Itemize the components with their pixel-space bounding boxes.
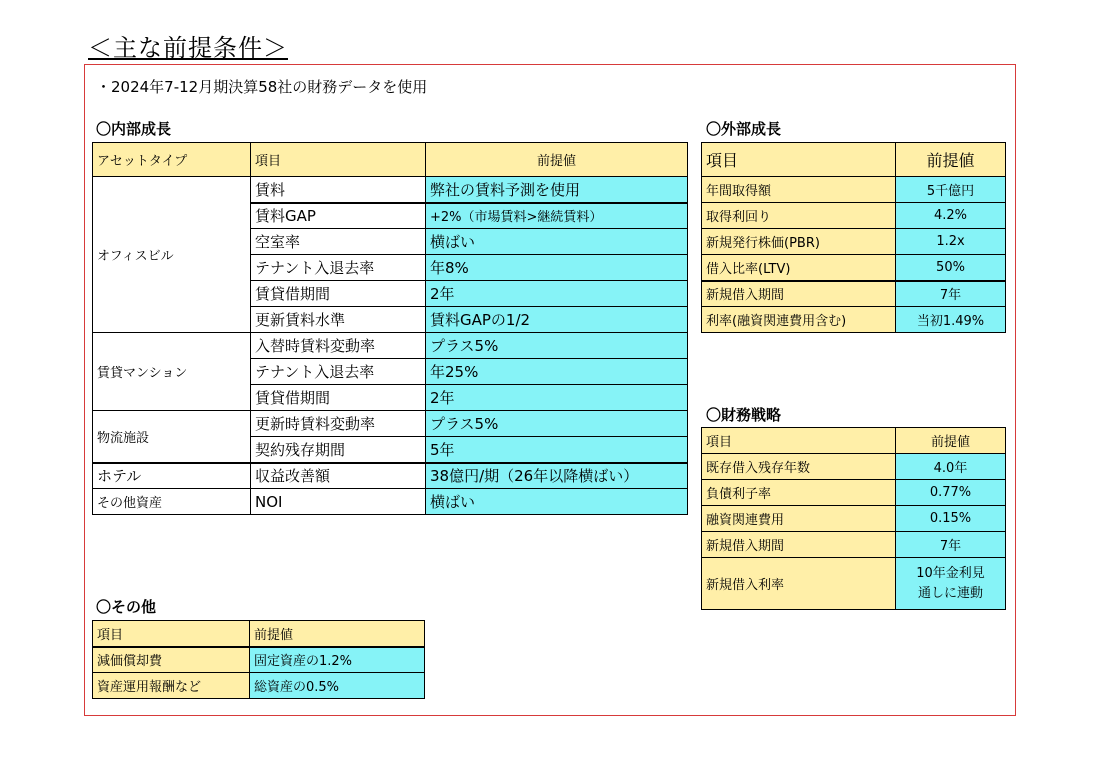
- header-item: 項目: [702, 143, 896, 177]
- item-cell: 融資関連費用: [702, 506, 896, 532]
- value-cell: 1.2x: [896, 229, 1006, 255]
- financial-strategy-table: [701, 427, 1006, 610]
- item-cell: 空室率: [251, 229, 426, 255]
- financial-strategy-heading: 〇財務戦略: [706, 406, 782, 424]
- other-heading: 〇その他: [96, 598, 157, 616]
- value-cell: 0.77%: [896, 480, 1006, 506]
- header-asset-type: アセットタイプ: [93, 143, 251, 177]
- value-cell: 横ばい: [426, 229, 688, 255]
- item-cell: テナント入退去率: [251, 359, 426, 385]
- item-cell: 更新賃料水準: [251, 307, 426, 333]
- value-cell: 弊社の賃料予測を使用: [426, 177, 688, 203]
- value-cell: 2年: [426, 385, 688, 411]
- data-source-note: ・2024年7-12月期決算58社の財務データを使用: [96, 78, 428, 96]
- value-cell: 50%: [896, 255, 1006, 281]
- asset-type-residential: 賃貸マンション: [93, 333, 251, 411]
- value-cell: 7年: [896, 532, 1006, 558]
- value-cell: 賃料GAPの1/2: [426, 307, 688, 333]
- value-cell: 5千億円: [896, 177, 1006, 203]
- header-value: 前提値: [250, 621, 425, 647]
- external-growth-table: [701, 142, 1006, 333]
- item-cell: 新規借入期間: [702, 281, 896, 307]
- header-value: 前提値: [426, 143, 688, 177]
- item-cell: 利率(融資関連費用含む): [702, 307, 896, 333]
- value-cell: プラス5%: [426, 333, 688, 359]
- item-cell: テナント入退去率: [251, 255, 426, 281]
- item-cell: 更新時賃料変動率: [251, 411, 426, 437]
- value-cell: 横ばい: [426, 489, 688, 515]
- item-cell: 新規借入期間: [702, 532, 896, 558]
- value-cell: 38億円/期（26年以降横ばい）: [426, 463, 688, 489]
- item-cell: 賃料: [251, 177, 426, 203]
- header-item: 項目: [251, 143, 426, 177]
- header-item: 項目: [702, 428, 896, 454]
- value-cell: +2%（市場賃料>継続賃料）: [426, 203, 688, 229]
- item-cell: 年間取得額: [702, 177, 896, 203]
- asset-type-logistics: 物流施設: [93, 411, 251, 463]
- item-cell: 収益改善額: [251, 463, 426, 489]
- other-table: [92, 620, 425, 699]
- value-cell: 固定資産の1.2%: [250, 647, 425, 673]
- header-value: 前提値: [896, 428, 1006, 454]
- item-cell: 減価償却費: [93, 647, 250, 673]
- item-cell: 新規借入利率: [702, 558, 896, 610]
- item-cell: 賃料GAP: [251, 203, 426, 229]
- item-cell: 取得利回り: [702, 203, 896, 229]
- internal-growth-table: [92, 142, 688, 515]
- value-line: 10年金利見: [916, 565, 985, 581]
- item-cell: 新規発行株価(PBR): [702, 229, 896, 255]
- asset-type-others: その他資産: [93, 489, 251, 515]
- value-cell: 年25%: [426, 359, 688, 385]
- item-cell: 資産運用報酬など: [93, 673, 250, 699]
- value-cell: [896, 558, 1006, 610]
- value-cell: 年8%: [426, 255, 688, 281]
- header-item: 項目: [93, 621, 250, 647]
- value-cell: 2年: [426, 281, 688, 307]
- header-value: 前提値: [896, 143, 1006, 177]
- page-title: ＜主な前提条件＞: [88, 34, 288, 62]
- item-cell: 負債利子率: [702, 480, 896, 506]
- asset-type-office: オフィスビル: [93, 177, 251, 333]
- value-cell: 4.0年: [896, 454, 1006, 480]
- item-cell: 賃貸借期間: [251, 281, 426, 307]
- value-cell: 4.2%: [896, 203, 1006, 229]
- value-cell: 5年: [426, 437, 688, 463]
- internal-growth-heading: 〇内部成長: [96, 120, 172, 138]
- item-cell: 借入比率(LTV): [702, 255, 896, 281]
- item-cell: 入替時賃料変動率: [251, 333, 426, 359]
- value-cell: 7年: [896, 281, 1006, 307]
- value-cell: 当初1.49%: [896, 307, 1006, 333]
- value-cell: 0.15%: [896, 506, 1006, 532]
- external-growth-heading: 〇外部成長: [706, 120, 782, 138]
- asset-type-hotel: ホテル: [93, 463, 251, 489]
- item-cell: NOI: [251, 489, 426, 515]
- value-cell: 総資産の0.5%: [250, 673, 425, 699]
- value-cell: プラス5%: [426, 411, 688, 437]
- item-cell: 賃貸借期間: [251, 385, 426, 411]
- item-cell: 既存借入残存年数: [702, 454, 896, 480]
- value-line: 通しに連動: [917, 585, 983, 601]
- item-cell: 契約残存期間: [251, 437, 426, 463]
